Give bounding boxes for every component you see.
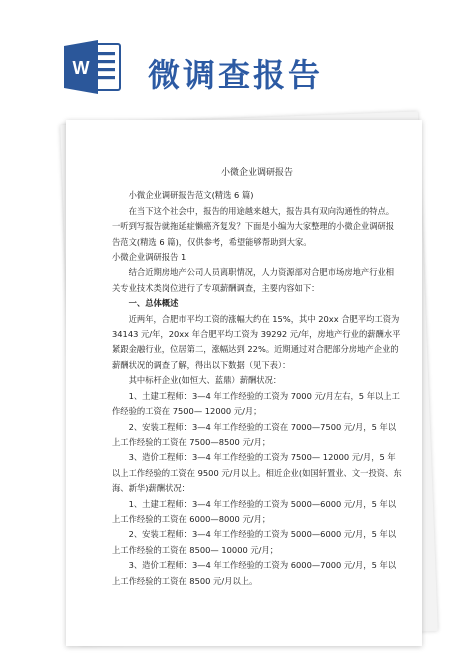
paragraph: 一、总体概述: [128, 298, 179, 309]
logo-letter: W: [72, 58, 90, 78]
document-page: [66, 120, 422, 646]
paragraph: 结合近期房地产公司人员离职情况，人力资源部对合肥市场房地产行业相关专业技术类岗位进行了专项薪酬调查，主要内容如下：: [112, 267, 395, 293]
paragraph: 小微企业调研报告 1: [112, 252, 187, 263]
paragraph: 其中标杆企业(如恒大、蓝鼎）薪酬状况：: [128, 375, 282, 386]
paragraph: 3、造价工程师：3—4 年工作经验的工资为 7500— 12000 元/月，5 年以上工作经验的工资在 9500 元/月以上。相近企业(如国轩置业、文一投资、东海、新华)薪酬状况：: [112, 452, 402, 494]
paragraph: 1、土建工程师：3—4 年工作经验的工资为 5000—6000 元/月，5 年以上工作经验的工资在 6000—8000 元/月；: [112, 498, 397, 524]
paragraph: 近两年，合肥市平均工资的涨幅大约在 15%，其中 20xx 合肥平均工资为 34143 元/年，20xx 年合肥平均工资为 39292 元/年，房地产行业的薪酬水平紧跟金融行业，位居第二，涨幅达到 22%。近期通过对合肥部分房地产企业的薪酬状况的调查了解，得出以下数据（见下表）：: [112, 313, 401, 370]
paragraph: 在当下这个社会中，报告的用途越来越大，报告具有双向沟通性的特点。一听到写报告就拖延症懒癌齐复发？下面是小编为大家整理的小微企业调研报告范文(精选 6 篇)，仅供参考，希望能够帮助到大家。: [112, 205, 395, 247]
paragraph: 2、安装工程师：3—4 年工作经验的工资为 5000—6000 元/月，5 年以上工作经验的工资在 8500— 10000 元/月；: [112, 529, 397, 555]
paragraph: 小微企业调研报告范文(精选 6 篇): [128, 190, 254, 201]
banner: [0, 0, 474, 110]
paragraph: 1、土建工程师：3—4 年工作经验的工资为 7000 元/月左右，5 年以上工作经验的工资在 7500— 12000 元/月；: [112, 390, 400, 417]
document-body: [112, 166, 402, 589]
document-title: 小微企业调研报告: [220, 168, 293, 178]
paragraph: 2、安装工程师：3—4 年工作经验的工资在 7000—7500 元/月，5 年以上工作经验的工资在 7500—8500 元/月；: [112, 421, 397, 447]
banner-title: 微调查报告: [148, 56, 324, 94]
word-logo-icon: [62, 38, 124, 96]
paragraph-list: [112, 188, 402, 589]
paragraph: 3、造价工程师：3—4 年工作经验的工资为 6000—7000 元/月，5 年以上工作经验的工资在 8500 元/月以上。: [112, 560, 397, 586]
